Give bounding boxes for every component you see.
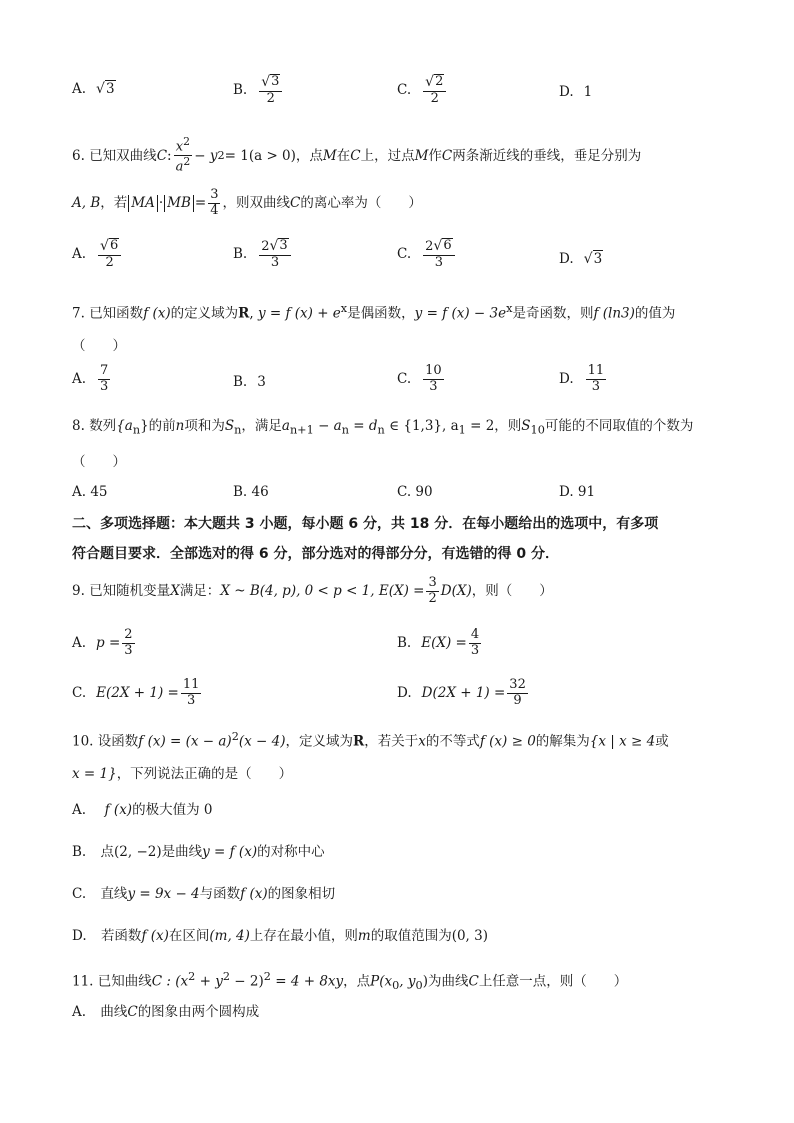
q11-option-a: A. 曲线C的图象由两个圆构成: [72, 1004, 260, 1020]
option-label: C.: [397, 82, 412, 99]
q10-stem-line2: x = 1}，下列说法正确的是（ ）: [72, 766, 293, 782]
q11-stem: 11. 已知曲线C : $(x^2 + y^2 - 2)^2 = 4 + 8xy$，点$P(x_0$, $y_0$)为曲线C上任意一点，则（ ）: [72, 970, 628, 993]
q9-option-d: D. D(2X + 1) = $\frac{32}{9}$: [397, 677, 526, 708]
q8-paren: （ ）: [72, 454, 126, 470]
q5-option-a: [72, 80, 116, 97]
fraction: $\frac{x^2}{a^2}$: [175, 135, 191, 175]
q7-option-d: D. $\frac{11}{3}$: [559, 363, 605, 394]
q10-stem-line1: 10. 设函数f $(x) = (x - a)^2(x - 4)$，定义域为R，若关于x的不等式f (x) ≥ 0的解集为{x | x ≥ 4或: [72, 730, 669, 750]
fraction: $\frac{3}{4}$: [210, 187, 219, 218]
q9-stem: 9. 已知随机变量 X 满足： X ~ B(4, p), 0 < p < 1, E(X) = $\frac{3}{2}$ D(X) ，则（ ）: [72, 575, 553, 606]
q6-stem-line1: 6. 已知双曲线 C : $\frac{x^2}{a^2}$ − y 2 = 1(a > 0) ，点 M 在 C 上，过点 M 作 C 两条渐近线的垂线，垂足分别为: [72, 135, 642, 175]
q6-option-c: C. 2 √ 6 3: [397, 238, 457, 271]
q7-option-c: C. $\frac{10}{3}$: [397, 363, 442, 394]
q7-stem-line1: 7. 已知函数f (x)的定义域为R, y = f $(x) + e^x$是偶函数，y = f $(x) - 3e^x$是奇函数，则f (ln3)的值为: [72, 302, 676, 322]
q6-option-b: B. 2 √ 3 3: [233, 238, 293, 271]
q5-option-d: D. 1: [559, 84, 593, 100]
q5-option-b: [233, 74, 284, 107]
sqrt-expr: √ 3: [96, 81, 115, 97]
q6-option-d: D. √ 3: [559, 250, 603, 267]
q8-stem-line1: 8. 数列$\{a_n\}$的前n项和为$S_n$，满足$a_{n+1} - a_n = d_n$ ∈ {1,3}, $a_1 = 2$，则$S_{10}$可能的不同取值的个数为: [72, 418, 694, 437]
section-heading-line2: 符合题目要求．全部选对的得 6 分，部分选对的得部分分，有选错的得 0 分．: [72, 546, 559, 562]
q6-option-a: A. √ 6 2: [72, 238, 123, 271]
q10-option-a: A. f (x)的极大值为 0: [72, 802, 213, 818]
q9-option-a: A. p = $\frac{2}{3}$: [72, 627, 133, 658]
fraction: √ 3 2: [259, 74, 282, 107]
q6-stem-line2: A, B ，若 MA · MB = $\frac{3}{4}$ ，则双曲线 C 的离心率为（ ）: [72, 187, 422, 218]
q10-option-b: B. 点(2, −2)是曲线y = f (x)的对称中心: [72, 844, 325, 860]
q8-option-d: D. 91: [559, 484, 596, 500]
fraction: √ 2 2: [423, 74, 446, 107]
option-label: A.: [72, 80, 87, 97]
q8-option-a: A. 45: [72, 484, 108, 500]
q8-option-c: C. 90: [397, 484, 433, 500]
q7-paren: （ ）: [72, 338, 126, 354]
q7-option-b: B. 3: [233, 374, 266, 390]
q10-option-d: D. 若函数f (x)在区间(m, 4)上存在最小值，则m的取值范围为(0, 3): [72, 928, 488, 944]
option-label: B.: [233, 82, 248, 99]
q9-option-b: B. E(X) = $\frac{4}{3}$: [397, 627, 480, 658]
section-heading-line1: 二、多项选择题：本大题共 3 小题，每小题 6 分，共 18 分．在每小题给出的选项中，有多项: [72, 516, 659, 532]
option-label: D.: [559, 84, 574, 100]
q10-option-c: C. 直线y = 9x − 4与函数f (x)的图象相切: [72, 886, 336, 902]
q5-option-c: [397, 74, 448, 107]
q8-option-b: B. 46: [233, 484, 269, 500]
q7-option-a: A. $\frac{7}{3}$: [72, 363, 109, 394]
q9-option-c: C. E(2X + 1) = $\frac{11}{3}$: [72, 677, 200, 708]
